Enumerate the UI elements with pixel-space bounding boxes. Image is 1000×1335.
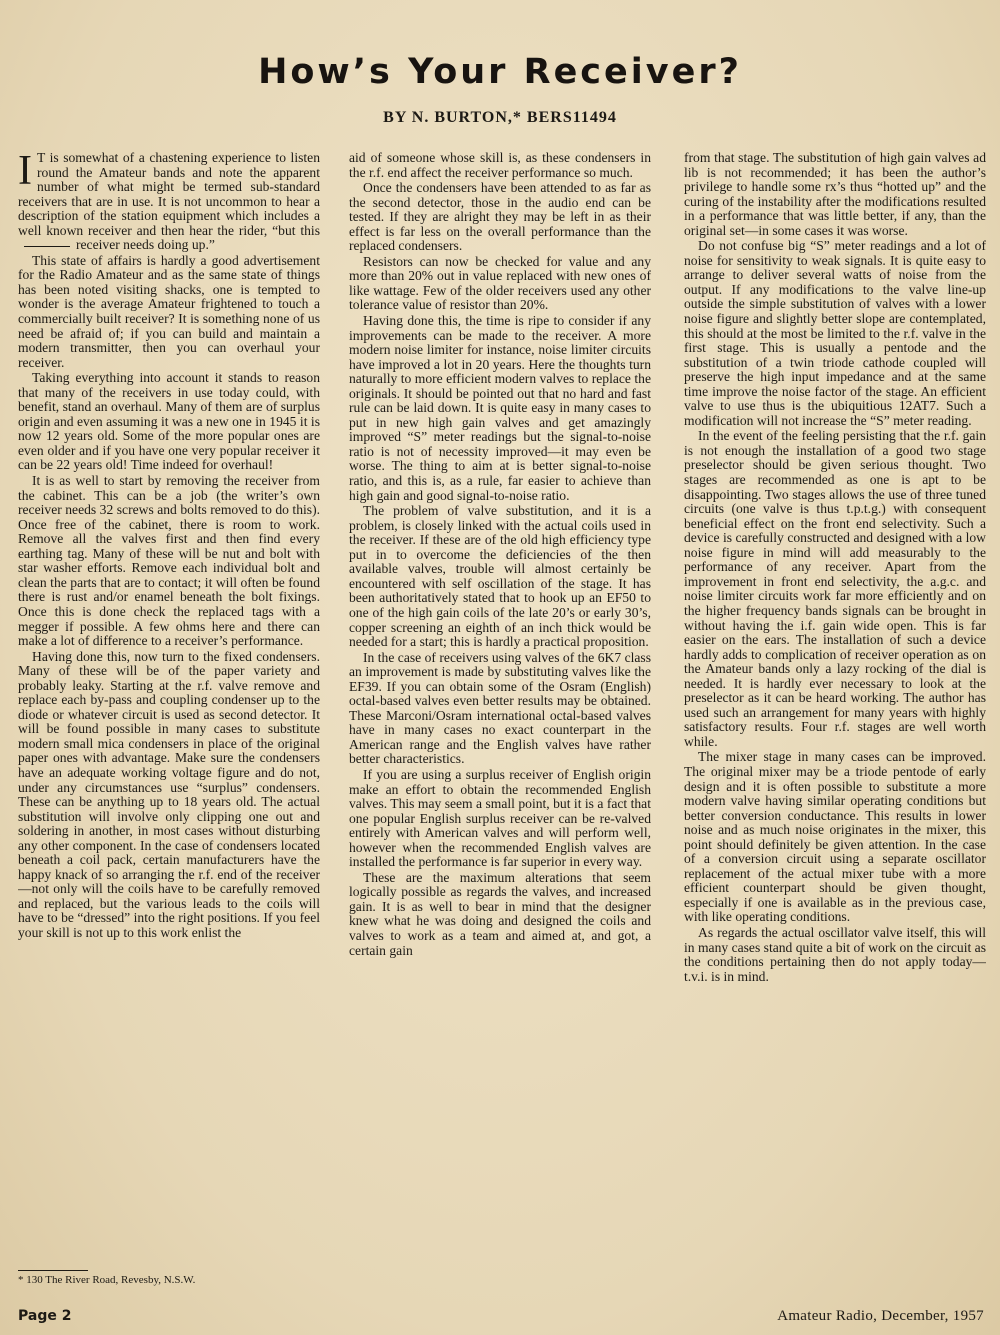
paragraph: The problem of valve substitution, and it is a problem, is closely linked with the actual coils used in the receiver. If these are of the old high efficiency type put in to overcome the deficiencies of the then available valves, trouble will almost certainly be encountered with self oscillation of the stage. It has been authoritatively stated that to hook up an EF50 to one of the high gain coils of the late 20’s or early 30’s, copper screening an eighth of an inch thick would be needed for a start; this is hardly a practical proposition.	[349, 503, 651, 650]
article-byline: BY N. BURTON,* BERS11494	[383, 109, 617, 126]
paragraph: Having done this, the time is ripe to consider if any improvements can be made to the receiver. A more modern noise limiter for instance, noise limiter circuits have improved a lot in 20 years. Here the thoughts turn naturally to more efficient modern valves to replace the originals. It should be pointed out that no hard and fast rule can be laid down. It is quite easy in many cases to put in new high gain valves and get amazingly improved “S” meter readings but the signal-to-noise ratio is not of necessity improved—it may even be worse. The thing to aim at is better signal-to-noise ratio, and this is, as a rule, far easier to achieve than high gain and good signal-to-noise ratio.	[349, 313, 651, 503]
paragraph: In the event of the feeling persisting that the r.f. gain is not enough the installation of a good two stage preselector should be given serious thought. Two stages are recommended as one is apt to be disappointing. Two stages allows the use of three tuned circuits (one valve is thus t.p.t.g.) with consequent beneficial effect on the front end selectivity. Such a device is carefully constructed and designed with a low noise figure in mind will add measurably to the performance of any receiver. Apart from the improvement in front end selectivity, the a.g.c. and noise limiter circuits work far more efficiently and on the higher frequency bands signals can be brought in without having the i.f. gain wide open. This is far easier on the ears. The installation of such a device hardly adds to complication of receiver operation as on the Amateur bands only a lazy rocking of the dial is needed. It is hardly ever necessary to look at the preselector as it can be heard working. The author has used such an arrangement for many years with highly satisfactory results. Four r.f. stages are well worth while.	[684, 428, 986, 749]
paragraph	[18, 151, 320, 253]
drop-cap: I	[18, 151, 32, 194]
paragraph: aid of someone whose skill is, as these condensers in the r.f. end affect the receiver performance so much.	[349, 151, 651, 180]
paragraph: These are the maximum alterations that seem logically possible as regards the valves, and increased gain. It is as well to bear in mind that the designer knew what he was doing and designed the coils and valves to work as a team and aimed at, and got, a certain gain	[349, 869, 651, 958]
paragraph: Taking everything into account it stands to reason that many of the receivers in use today could, with benefit, stand an overhaul. Many of them are of surplus origin and even assuming it was a new one in 1945 it is now 12 years old. Some of the more popular ones are even older and if you have one very popular receiver it can be 22 years old! Time indeed for overhaul!	[18, 370, 320, 473]
paragraph: from that stage. The substitution of high gain valves ad lib is not recommended; it has been the author’s privilege to handle some rx’s thus “hotted up” and the curing of the instability after the modifications resulted in a performance that was little better, if any, than the original set—in some cases it was worse.	[684, 151, 986, 238]
paragraph: The mixer stage in many cases can be improved. The original mixer may be a triode pentode of early design and it is often possible to substitute a more modern valve having similar operating conditions but better conversion conductance. This results in lower noise and as much noise originates in the mixer, this point should definitely be given attention. In the case of a conversion circuit using a separate oscillator replacement of the actual mixer tube with a more efficient counterpart should be given thought, especially if one is available as in the previous case, with like operating conditions.	[684, 749, 986, 925]
paragraph: Having done this, now turn to the fixed condensers. Many of these will be of the paper variety and probably leaky. Starting at the r.f. valve remove and replace each by-pass and coupling condenser up to the diode or whatever circuit is used as second detector. It will be found possible in many cases to substitute modern small mica condensers in place of the original paper ones with advantage. Make sure the condensers have an adequate working voltage figure and do not, under any circumstances use “surplus” condensers. These can be anything up to 18 years old. The actual substitution will involve only clipping one out and soldering in another, in most cases without disturbing any other component. In the case of condensers located beneath a coil pack, certain manufacturers have the happy knack of so arranging the r.f. end of the receiver—not only will the coils have to be carefully removed and replaced, but the various leads to the coils will have to be “dressed” into the right positions. If you feel your skill is not up to this work enlist the	[18, 648, 320, 940]
paragraph: As regards the actual oscillator valve itself, this will in many cases stand quite a bit of work on the circuit as the conditions pertaining then do not apply today—t.v.i. is in mind.	[684, 924, 986, 984]
paragraph: Resistors can now be checked for value and any more than 20% out in value replaced with new ones of like wattage. Few of the older receivers used any other tolerance value of resistor than 20%.	[349, 253, 651, 313]
paragraph: Once the condensers have been attended to as far as the second detector, those in the audio end can be tested. If they are alright they may be left in as their effect is far less on the overall performance than the replaced condensers.	[349, 180, 651, 254]
paragraph: If you are using a surplus receiver of English origin make an effort to obtain the recommended English valves. This may seem a small point, but it is a fact that one popular English surplus receiver can be re-valved entirely with American valves and will perform well, however when the recommended English valves are installed the performance is far superior in every way.	[349, 766, 651, 870]
issue-line: Amateur Radio, December, 1957	[777, 1308, 984, 1324]
paragraph: This state of affairs is hardly a good advertisement for the Radio Amateur and as the same state of things has been noted visiting shacks, one is tempted to wonder is the average Amateur frightened to touch a commercially built receiver? It is something none of us need be afraid of; if you can build and maintain a modern transmitter, then you can overhaul your receiver.	[18, 252, 320, 370]
paragraph: In the case of receivers using valves of the 6K7 class an improvement is made by substituting valves like the EF39. If you can obtain some of the Osram (English) octal-based valves even better results may be obtained. These Marconi/Osram international octal-based valves have in many cases no exact counterpart in the American range and the English valves have rather better characteristics.	[349, 649, 651, 767]
paragraph-text: T is somewhat of a chastening experience to listen round the Amateur bands and note the apparent number of what might be termed sub-standard receivers that are in use. It is not uncommon to hear a description of the station equipment which includes a well known receiver and then hear the rider, “but this	[18, 151, 320, 238]
column-2	[349, 151, 651, 1291]
author-footnote: * 130 The River Road, Revesby, N.S.W.	[18, 1274, 196, 1286]
article-title: How’s Your Receiver?	[258, 52, 742, 92]
paragraph: It is as well to start by removing the receiver from the cabinet. This can be a job (the writer’s own receiver needs 32 screws and bolts removed to do this). Once free of the cabinet, there is room to work. Remove all the valves first and then find every earthing tag. Many of these will be nut and bolt with star washer efforts. Remove each individual bolt and clean the parts that are to contact; it will often be found there is rust and/or enamel beneath the bolt fixings. Once this is done check the replaced tags with a megger if possible. A few ohms here and there can make a lot of difference to a receiver’s performance.	[18, 473, 320, 649]
column-3	[684, 151, 986, 1291]
paragraph-text: receiver needs doing up.”	[76, 237, 215, 253]
footnote-divider	[18, 1270, 88, 1271]
page-number: Page 2	[18, 1308, 72, 1324]
paragraph: Do not confuse big “S” meter readings and a lot of noise for sensitivity to weak signals. It is quite easy to arrange to deliver several watts of noise from the output. If any modifications to the valve line-up outside the simple substitution of valves with a lower noise figure and slightly better slope are contemplated, this should at the most be limited to the r.f. valve in the first stage. This is usually a pentode and the substitution of a twin triode cathode coupled will preserve the high input impedance and at the same time improve the noise factor of the stage. An efficient valve to use thus is the ubiquitious 12AT7. Such a modification will not increase the “S” meter reading.	[684, 238, 986, 428]
column-1	[18, 151, 320, 1291]
dash-rule	[24, 246, 70, 247]
